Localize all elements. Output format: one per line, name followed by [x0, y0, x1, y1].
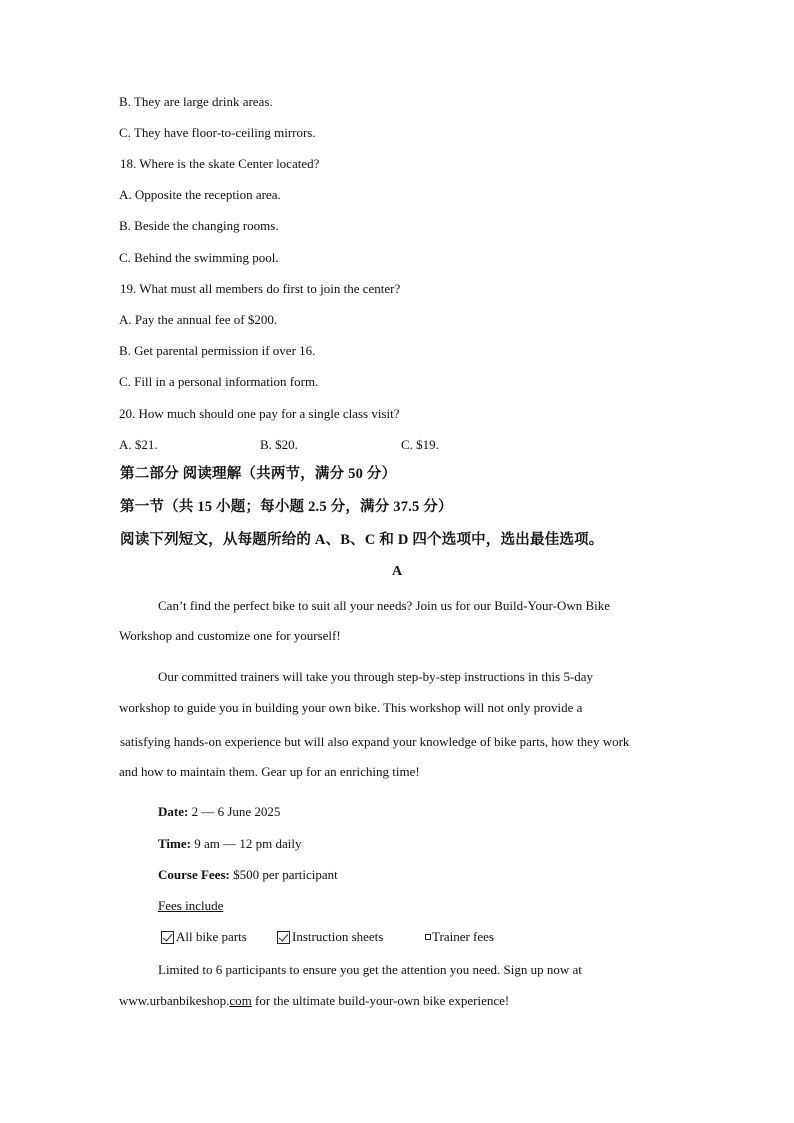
unchecked-box-icon: [425, 934, 431, 940]
q20-question: 20. How much should one pay for a single class visit?: [119, 406, 400, 421]
q20-option-b: B. $20.: [260, 437, 298, 452]
q19-option-c: C. Fill in a personal information form.: [119, 374, 319, 389]
passage-p1-line2: Workshop and customize one for yourself!: [119, 628, 341, 643]
time-line: [158, 836, 301, 852]
fees-line: [158, 867, 338, 883]
q18-option-c: C. Behind the swimming pool.: [119, 250, 279, 265]
reading-instruction: 阅读下列短文，从每题所给的 A、B、C 和 D 四个选项中，选出最佳选项。: [120, 532, 604, 548]
q20-options: [0, 437, 794, 453]
include-item-trainer-fees: [425, 929, 494, 945]
time-value: 9 am — 12 pm daily: [190, 836, 302, 851]
q20-option-a: A. $21.: [119, 437, 158, 452]
passage-p2-line4: and how to maintain them. Gear up for an enriching time!: [119, 764, 420, 779]
website-url-start: www.urbanbikeshop.: [119, 993, 230, 1008]
include-item-instruction-sheets: [277, 929, 383, 945]
q20-option-c: C. $19.: [401, 437, 439, 452]
checked-box-icon: [161, 931, 174, 944]
include-item-label: Instruction sheets: [292, 929, 384, 944]
date-line: [158, 804, 280, 820]
q19-option-b: B. Get parental permission if over 16.: [119, 343, 316, 358]
closing-rest: for the ultimate build-your-own bike experience!: [251, 993, 510, 1008]
q19-question: 19. What must all members do first to join the center?: [120, 281, 401, 296]
date-label: Date:: [158, 804, 189, 819]
q18-question: 18. Where is the skate Center located?: [120, 156, 320, 171]
date-value: 2 — 6 June 2025: [188, 804, 281, 819]
include-item-bike-parts: [161, 929, 247, 945]
q19-option-a: A. Pay the annual fee of $200.: [119, 312, 278, 327]
fees-label: Course Fees:: [158, 867, 230, 882]
passage-letter: A: [391, 564, 403, 579]
include-item-label: Trainer fees: [432, 929, 494, 944]
passage-p1-line1: Can’t find the perfect bike to suit all your needs? Join us for our Build-Your-Own Bike: [158, 598, 611, 613]
fees-include-heading: Fees include: [158, 898, 224, 913]
checked-box-icon: [277, 931, 290, 944]
closing-line2: [119, 993, 509, 1009]
time-label: Time:: [158, 836, 191, 851]
passage-p2-line1: Our committed trainers will take you through step-by-step instructions in this 5-day: [158, 669, 594, 684]
q18-option-b: B. Beside the changing rooms.: [119, 218, 279, 233]
passage-p2-line2: workshop to guide you in building your own bike. This workshop will not only provide a: [119, 700, 583, 715]
website-url-tld: com: [229, 993, 252, 1008]
fees-value: $500 per participant: [229, 867, 338, 882]
closing-line1: Limited to 6 participants to ensure you get the attention you need. Sign up now at: [158, 962, 582, 977]
fees-include-list: [0, 929, 794, 945]
q17-option-c: C. They have floor-to-ceiling mirrors.: [119, 125, 316, 140]
section-subheading: 第一节（共 15 小题；每小题 2.5 分，满分 37.5 分）: [120, 499, 453, 515]
part-heading: 第二部分 阅读理解（共两节，满分 50 分）: [120, 466, 397, 482]
q18-option-a: A. Opposite the reception area.: [119, 187, 281, 202]
passage-p2-line3: satisfying hands-on experience but will also expand your knowledge of bike parts, how they work: [120, 734, 630, 749]
q17-option-b: B. They are large drink areas.: [119, 94, 273, 109]
include-item-label: All bike parts: [176, 929, 247, 944]
